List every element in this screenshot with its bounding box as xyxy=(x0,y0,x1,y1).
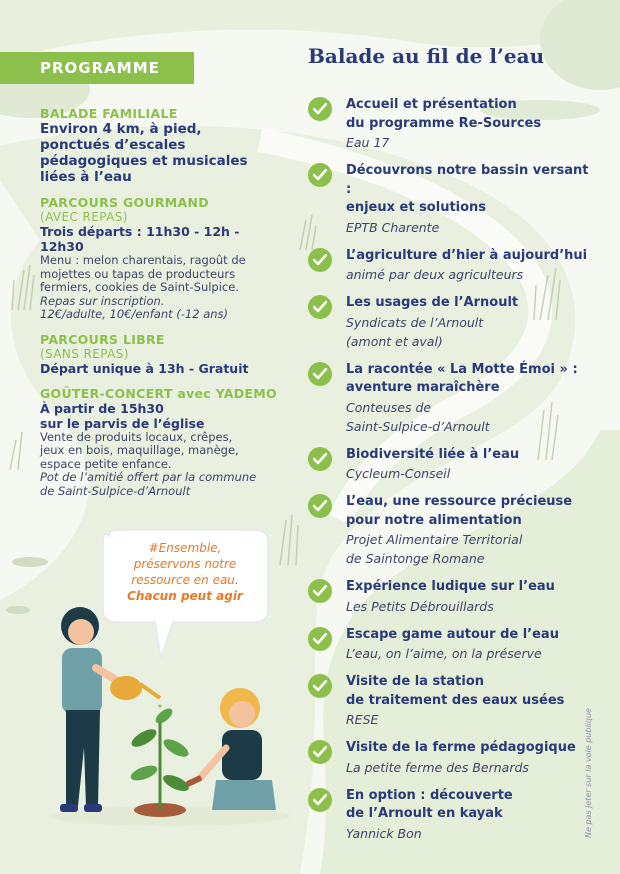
list-item xyxy=(308,294,590,351)
balade-desc-4: liées à l’eau xyxy=(40,169,132,185)
balade-section xyxy=(40,106,278,185)
gourmand-sub: (AVEC REPAS) xyxy=(40,210,128,224)
item-title: Biodiversité liée à l’eau xyxy=(346,446,520,462)
bubble-strong: Chacun peut agir xyxy=(127,589,243,603)
program-list xyxy=(308,96,590,843)
item-title: pour notre alimentation xyxy=(346,512,522,528)
check-icon xyxy=(308,579,332,603)
gouter-pot-2: de Saint-Sulpice-d’Arnoult xyxy=(40,483,191,498)
list-item xyxy=(308,578,590,616)
check-icon xyxy=(308,740,332,764)
check-icon xyxy=(308,97,332,121)
libre-depart: Départ unique à 13h - Gratuit xyxy=(40,360,249,376)
programme-tag: PROGRAMME xyxy=(0,52,194,84)
item-title: du programme Re-Sources xyxy=(346,115,542,131)
list-item xyxy=(308,96,590,152)
gouter-heading: GOÛTER-CONCERT avec YADEMO xyxy=(40,385,277,401)
list-item xyxy=(308,361,590,436)
item-subtitle: Les Petits Débrouillards xyxy=(346,598,494,614)
gardening-illustration xyxy=(40,598,300,838)
balade-desc-1: Environ 4 km, à pied, xyxy=(40,121,202,137)
check-icon xyxy=(308,788,332,812)
bubble-line-3: ressource en eau. xyxy=(131,573,239,587)
list-item xyxy=(308,493,590,568)
libre-heading: PARCOURS LIBRE xyxy=(40,331,165,347)
gouter-section xyxy=(40,386,278,499)
item-subtitle: L’eau, on l’aime, on la préserve xyxy=(346,646,542,661)
check-icon xyxy=(308,362,332,386)
list-item xyxy=(308,446,590,484)
item-title: de l’Arnoult en kayak xyxy=(346,806,503,821)
gourmand-departs: Trois départs : 11h30 - 12h - 12h30 xyxy=(40,224,240,254)
list-item xyxy=(308,787,590,843)
item-subtitle: (amont et aval) xyxy=(346,333,443,349)
vertical-note: Ne pas jeter sur la voie publique xyxy=(584,708,593,838)
item-subtitle: Eau 17 xyxy=(346,135,390,150)
list-item xyxy=(308,626,590,664)
program-title: Balade au fil de l’eau xyxy=(308,44,545,68)
left-column xyxy=(40,106,278,508)
item-title: La racontée « La Motte Émoi » : xyxy=(346,361,578,377)
gourmand-prices: 12€/adulte, 10€/enfant (-12 ans) xyxy=(40,307,229,321)
gouter-time-1: À partir de 15h30 xyxy=(40,400,164,416)
gouter-time-2: sur le parvis de l’église xyxy=(40,415,205,431)
item-subtitle: Projet Alimentaire Territorial xyxy=(346,532,523,547)
list-item xyxy=(308,247,590,285)
balade-desc-3: pédagogiques et musicales xyxy=(40,153,248,169)
gouter-desc-3: espace petite enfance. xyxy=(40,456,172,471)
check-icon xyxy=(308,163,332,187)
item-title: enjeux et solutions xyxy=(346,200,487,215)
gourmand-note: Repas sur inscription. xyxy=(40,293,165,308)
item-title: Visite de la ferme pédagogique xyxy=(346,740,576,755)
libre-section xyxy=(40,332,278,376)
bubble-line-1: #Ensemble, xyxy=(148,541,222,555)
item-title: Visite de la station xyxy=(346,674,485,689)
check-icon xyxy=(308,627,332,651)
item-subtitle: La petite ferme des Bernards xyxy=(346,759,529,775)
item-subtitle: animé par deux agriculteurs xyxy=(346,267,524,282)
person-gardening-illustration xyxy=(185,688,276,810)
item-subtitle: RESE xyxy=(346,712,379,727)
check-icon xyxy=(308,248,332,272)
person-watering-illustration xyxy=(60,607,166,812)
check-icon xyxy=(308,674,332,698)
libre-sub: (SANS REPAS) xyxy=(40,346,129,361)
item-title: aventure maraîchère xyxy=(346,380,500,395)
item-title: En option : découverte xyxy=(346,787,513,803)
gouter-pot-1: Pot de l’amitié offert par la commune xyxy=(40,470,257,484)
item-subtitle: Cycleum-Conseil xyxy=(346,466,451,481)
list-item xyxy=(308,673,590,729)
gourmand-menu-3: fermiers, cookies de Saint-Sulpice. xyxy=(40,280,239,294)
item-subtitle: EPTB Charente xyxy=(346,219,440,235)
gourmand-section xyxy=(40,195,278,322)
gouter-desc-2: jeux en bois, maquillage, manège, xyxy=(40,443,239,457)
item-title: Les usages de l’Arnoult xyxy=(346,295,519,310)
balade-desc-2: ponctués d’escales xyxy=(40,137,186,153)
item-title: Expérience ludique sur l’eau xyxy=(346,579,555,594)
item-title: de traitement des eaux usées xyxy=(346,692,565,708)
check-icon xyxy=(308,295,332,319)
item-title: Escape game autour de l’eau xyxy=(346,626,559,642)
plant-illustration xyxy=(129,706,191,817)
item-title: L’eau, une ressource précieuse xyxy=(346,494,573,509)
gouter-desc-1: Vente de produits locaux, crêpes, xyxy=(40,429,233,444)
gourmand-heading: PARCOURS GOURMAND xyxy=(40,195,209,210)
item-subtitle: Yannick Bon xyxy=(346,825,422,841)
check-icon xyxy=(308,447,332,471)
bubble-text xyxy=(115,540,255,604)
bubble-line-2: préservons notre xyxy=(133,557,237,571)
list-item xyxy=(308,162,590,237)
item-subtitle: Saint-Sulpice-d’Arnoult xyxy=(346,418,490,434)
list-item xyxy=(308,739,590,777)
gourmand-menu-2: mojettes ou tapas de producteurs xyxy=(40,266,236,281)
gourmand-menu-1: Menu : melon charentais, ragoût de xyxy=(40,253,246,267)
item-title: Accueil et présentation xyxy=(346,97,517,112)
item-subtitle: Syndicats de l’Arnoult xyxy=(346,314,484,330)
item-subtitle: de Saintonge Romane xyxy=(346,551,485,566)
item-subtitle: Conteuses de xyxy=(346,399,432,415)
balade-heading: BALADE FAMILIALE xyxy=(40,106,178,121)
item-title: Découvrons notre bassin versant : xyxy=(346,163,589,197)
item-title: L’agriculture d’hier à aujourd’hui xyxy=(346,247,588,263)
check-icon xyxy=(308,494,332,518)
